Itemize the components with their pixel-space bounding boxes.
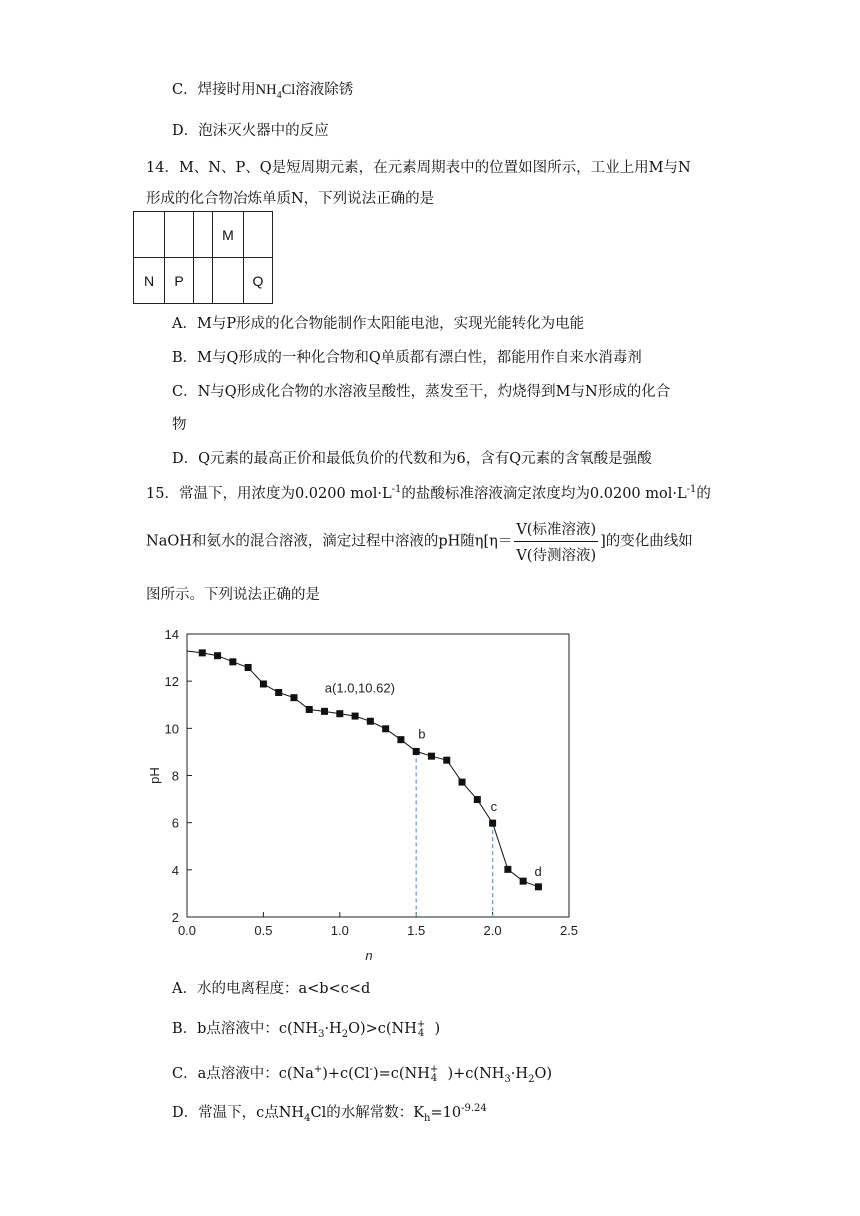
q14-option-c-line2: 物: [172, 417, 187, 433]
point-annotation: a(1.0,10.62): [324, 680, 395, 696]
x-tick-label: 0.5: [254, 923, 273, 938]
data-point: [214, 652, 221, 659]
x-tick-label: 1.0: [330, 923, 349, 938]
y-axis-label: pH: [147, 767, 162, 784]
y-tick-label: 2: [171, 910, 179, 925]
x-tick-label: 2.5: [559, 923, 579, 938]
data-point: [520, 878, 527, 885]
q15-stem-line2-a: NaOH和氨水的混合溶液，滴定过程中溶液的pH随η[η＝: [146, 533, 513, 550]
q15-stem-line1: 15．常温下，用浓度为0.0200 $mol\cdot L^{-1}$的盐酸标准溶液滴定浓度均为0.0200 $mol\cdot L^{-1}$的: [146, 484, 711, 502]
q13-option-d: D．泡沫灭火器中的反应: [172, 123, 329, 139]
pt-cell: [134, 212, 165, 258]
pt-cell: [165, 212, 194, 258]
point-annotation: d: [534, 863, 542, 879]
periodic-table-fragment: [133, 211, 273, 304]
x-tick-label: 1.5: [407, 923, 426, 938]
q15-stem-line3: 图所示。下列说法正确的是: [146, 587, 320, 603]
data-point: [229, 658, 236, 665]
data-point: [397, 736, 404, 743]
data-point: [290, 694, 297, 701]
y-tick-label: 8: [171, 768, 179, 784]
ph-titration-chart: [140, 615, 590, 965]
x-tick-label: 2.0: [483, 923, 502, 938]
data-point: [413, 748, 420, 755]
point-annotation: b: [418, 726, 426, 742]
fraction-denominator: V(待测溶液): [516, 548, 597, 564]
pt-cell-p: P: [165, 258, 194, 304]
fraction-numerator: V(标准溶液): [514, 518, 598, 542]
pt-cell: [213, 258, 244, 304]
y-tick-label: 10: [164, 721, 179, 737]
data-point: [535, 883, 542, 890]
data-point: [321, 708, 328, 715]
q14-option-a: A．M与P形成的化合物能制作太阳能电池，实现光能转化为电能: [172, 316, 585, 332]
point-annotation: c: [490, 799, 498, 815]
data-point: [306, 706, 313, 713]
data-point: [504, 866, 511, 873]
pt-cell: [194, 258, 213, 304]
eta-fraction: [514, 518, 598, 565]
pt-cell-q: Q: [244, 258, 273, 304]
data-point: [367, 718, 374, 725]
q14-option-b: B．M与Q形成的一种化合物和Q单质都有漂白性，都能用作自来水消毒剂: [172, 350, 642, 366]
data-point: [336, 710, 343, 717]
data-point: [245, 664, 252, 671]
pt-cell-n: N: [134, 258, 165, 304]
q15-option-a: A．水的电离程度：a<b<c<d: [172, 981, 371, 997]
q14-option-d: D．Q元素的最高正价和最低负价的代数和为6，含有Q元素的含氧酸是强酸: [172, 451, 652, 467]
x-tick-label: 0.0: [177, 923, 197, 938]
plot-frame: [187, 634, 569, 917]
data-point: [428, 753, 435, 760]
pt-cell: [244, 212, 273, 258]
q15-stem-line2: [146, 518, 693, 565]
q15-stem-line2-b: ]的变化曲线如: [600, 533, 693, 550]
y-tick-label: 12: [164, 674, 179, 690]
y-tick-label: 14: [164, 627, 179, 642]
q15-option-d: D．常温下，c点$NH_4Cl$的水解常数：$K_h=10^{-9.24}$: [172, 1103, 487, 1124]
data-point: [352, 713, 359, 720]
y-tick-label: 4: [171, 862, 179, 878]
data-point: [260, 680, 267, 687]
data-point: [382, 725, 389, 732]
q14-option-c-line1: C．N与Q形成化合物的水溶液呈酸性，蒸发至干，灼烧得到M与N形成的化合: [172, 384, 671, 400]
x-axis-label: n: [365, 948, 373, 963]
q14-stem-line1: 14．M、N、P、Q是短周期元素，在元素周期表中的位置如图所示，工业上用M与N: [146, 160, 691, 176]
q15-option-c: C．a点溶液中：c(Na+)+c(Cl-)=c(NH + 4 )$+c(NH_3\cdot H_2O)$: [172, 1064, 552, 1085]
data-point: [443, 757, 450, 764]
data-point: [474, 796, 481, 803]
q15-option-b: B．b点溶液中：$c(NH_3\cdot H_2O)>c(NH$ + 4 ): [172, 1019, 441, 1040]
q13-option-c: C．焊接时用$NH_4Cl$溶液除锈: [172, 82, 354, 101]
pt-cell-m: M: [213, 212, 244, 258]
data-point: [459, 779, 466, 786]
pt-cell: [194, 212, 213, 258]
data-point: [275, 689, 282, 696]
q14-stem-line2: 形成的化合物冶炼单质N，下列说法正确的是: [146, 191, 435, 207]
y-tick-label: 6: [171, 815, 179, 831]
data-point: [489, 820, 496, 827]
data-point: [199, 649, 206, 656]
